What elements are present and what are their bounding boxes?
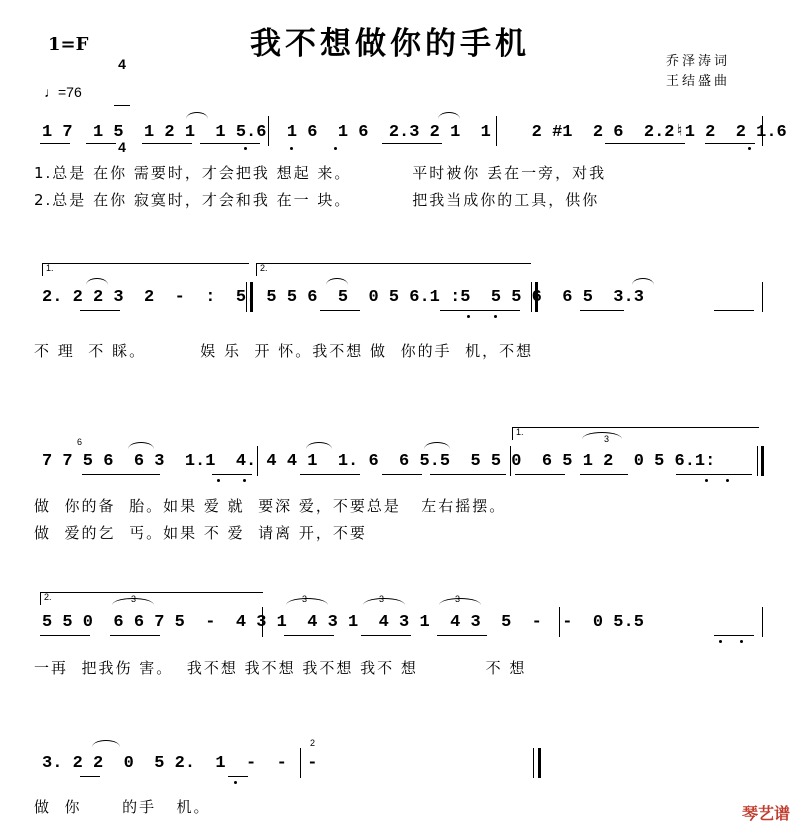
lyrics-verse-1-row-3: 做 你的备 胎。如果 爱 就 要深 爱，不要总是 左右摇摆。 (34, 497, 507, 515)
song-title: 我不想做你的手机 (250, 26, 530, 62)
notes-row-1: 1 7 1 5 1 2 1 1 5.6 1 6 1 6 2.3 2 1 1 2 #1 2 6 2.2♮1 2 2 1.6 (42, 123, 787, 142)
time-change: 2 (310, 738, 316, 748)
lyrics-verse-1-row-1: 1.总是 在你 需要时，才会把我 想起 来。 平时被你 丢在一旁，对我 (34, 164, 607, 182)
lyrics-verse-1-row-5: 做 你 的手 机。 (34, 798, 211, 816)
notes-row-5: 3. 2 2 0 5 2. 1 - - - (42, 754, 318, 773)
lyrics-verse-1-row-4: 一再 把我伤 害。 我不想 我不想 我不想 我不 想 不 想 (34, 659, 527, 677)
composer-credit: 王结盛曲 (666, 74, 731, 89)
lyricist-credit: 乔泽涛词 (666, 54, 731, 69)
tempo-marking: ♩=76 (44, 84, 82, 100)
time-signature-bottom: 4 (118, 139, 126, 155)
time-signature (114, 24, 130, 171)
volta-2: 2. (260, 263, 268, 273)
time-signature-top: 4 (118, 56, 126, 72)
notes-row-2: 2. 2 2 3 2 - : 5. 5 5 6 5 0 5 6.1 :5 5 5 6 6 5 3.3 (42, 288, 644, 307)
lyrics-verse-2-row-3: 做 爱的乞 丐。如果 不 爱 请离 开，不要 (34, 524, 367, 542)
volta-2-b: 2. (44, 592, 52, 602)
volta-1: 1. (46, 263, 54, 273)
watermark-logo: 琴艺谱 (741, 804, 790, 823)
notes-row-3: 7 7 5 6 6 3 1.1 4. 4 4 1 1. 6 6 5.5 5 5 0 6 5 1 2 0 5 6.1: (42, 452, 716, 471)
notes-row-4: 5 5 0 6 6 7 5 - 4 3 1 4 3 1 4 3 1 4 3 5 - - 0 5.5 (42, 613, 644, 632)
key-signature: 1=F (48, 34, 89, 55)
volta-1-b: 1. (516, 427, 524, 437)
lyrics-verse-2-row-1: 2.总是 在你 寂寞时，才会和我 在一 块。 把我当成你的工具，供你 (34, 191, 600, 209)
lyrics-verse-1-row-2: 不 理 不 睬。 娱 乐 开 怀。我不想 做 你的手 机，不想 (34, 342, 534, 360)
